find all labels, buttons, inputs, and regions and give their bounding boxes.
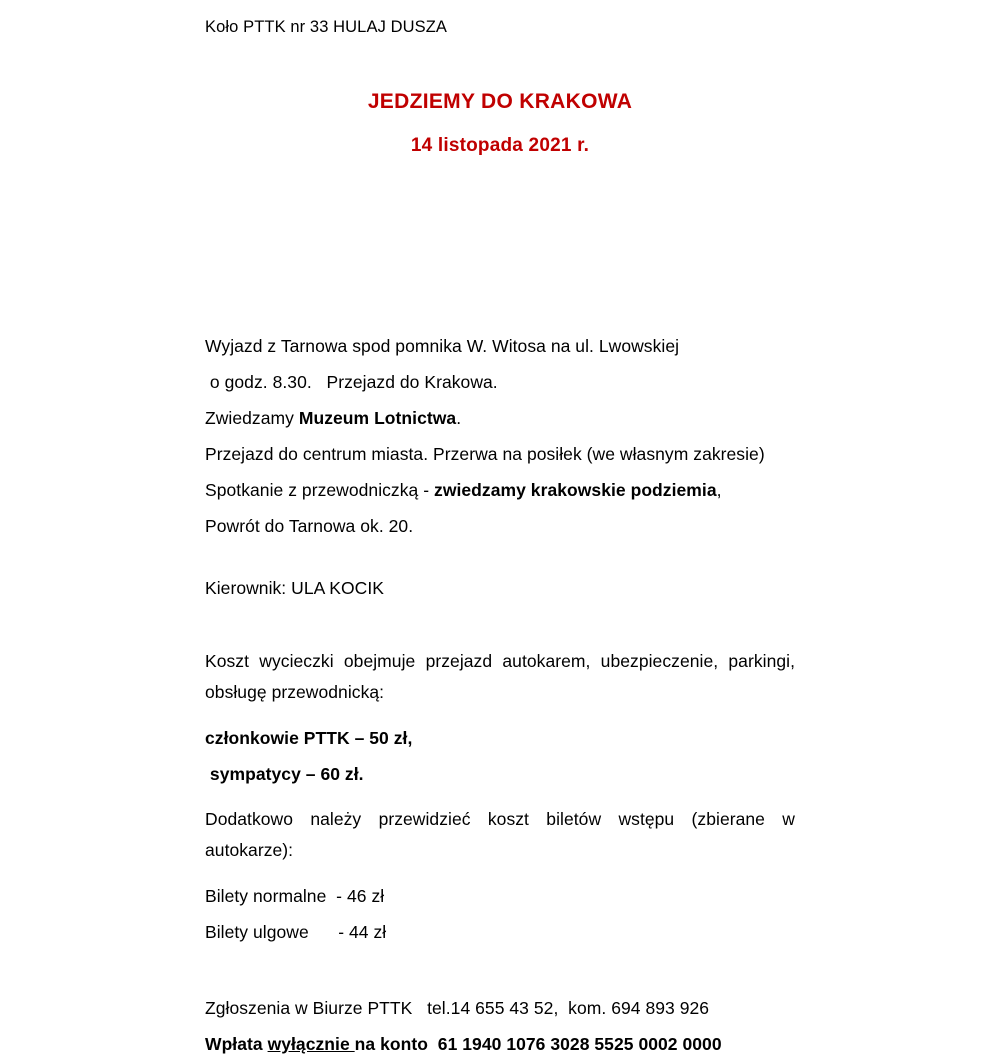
return-line: Powrót do Tarnowa ok. 20. [205,516,414,536]
payment-line [205,1026,795,1062]
city-center-line: Przejazd do centrum miasta. Przerwa na posiłek (we własnym zakresie) [205,444,765,464]
ticket-reduced-line: Bilety ulgowe - 44 zł [205,922,387,942]
tickets-intro-paragraph: Dodatkowo należy przewidzieć koszt biletów wstępu (zbierane w autokarze): [205,809,795,860]
museum-line-suffix: . [456,408,462,428]
spacer-before-prices [205,708,795,720]
trip-leader-line: Kierownik: ULA KOCIK [205,578,384,598]
payment-account-number: na konto 61 1940 1076 3028 5525 0002 0000 [354,1034,722,1054]
signup-contact-line: Zgłoszenia w Biurze PTTK tel.14 655 43 52, kom. 694 893 926 [205,998,710,1018]
departure-line: Wyjazd z Tarnowa spod pomnika W. Witosa na ul. Lwowskiej [205,336,680,356]
guide-line-prefix: Spotkanie z przewodniczką - [205,480,435,500]
guide-line [205,472,795,508]
museum-line-prefix: Zwiedzamy [205,408,299,428]
guide-line-suffix: , [716,480,722,500]
spacer-before-contact [205,950,795,990]
cost-intro-paragraph: Koszt wycieczki obejmuje przejazd autokarem, ubezpieczenie, parkingi, obsługę przewodnicką: [205,651,795,702]
payment-underlined-word: wyłącznie [267,1034,355,1054]
ticket-normal-line: Bilety normalne - 46 zł [205,886,385,906]
spacer-before-tickets [205,792,795,804]
document-body [205,0,795,1062]
trip-date: 14 listopada 2021 r. [410,135,590,156]
departure-time-line: o godz. 8.30. Przejazd do Krakowa. [205,372,498,392]
museum-line-bold: Muzeum Lotnictwa [298,408,457,428]
page-title: JEDZIEMY DO KRAKOWA [367,90,633,113]
guide-line-bold: zwiedzamy krakowskie podziemia [434,480,717,500]
price-sympathizers-line: sympatycy – 60 zł. [205,764,364,784]
price-members-line: członkowie PTTK – 50 zł, [205,728,413,748]
payment-prefix: Wpłata [205,1034,268,1054]
organization-header: Koło PTTK nr 33 HULAJ DUSZA [205,18,448,36]
museum-line [205,400,795,436]
spacer-before-ticket-prices [205,866,795,878]
title-block [205,37,795,158]
spacer-before-leader [205,544,795,570]
spacer-before-cost [205,606,795,646]
